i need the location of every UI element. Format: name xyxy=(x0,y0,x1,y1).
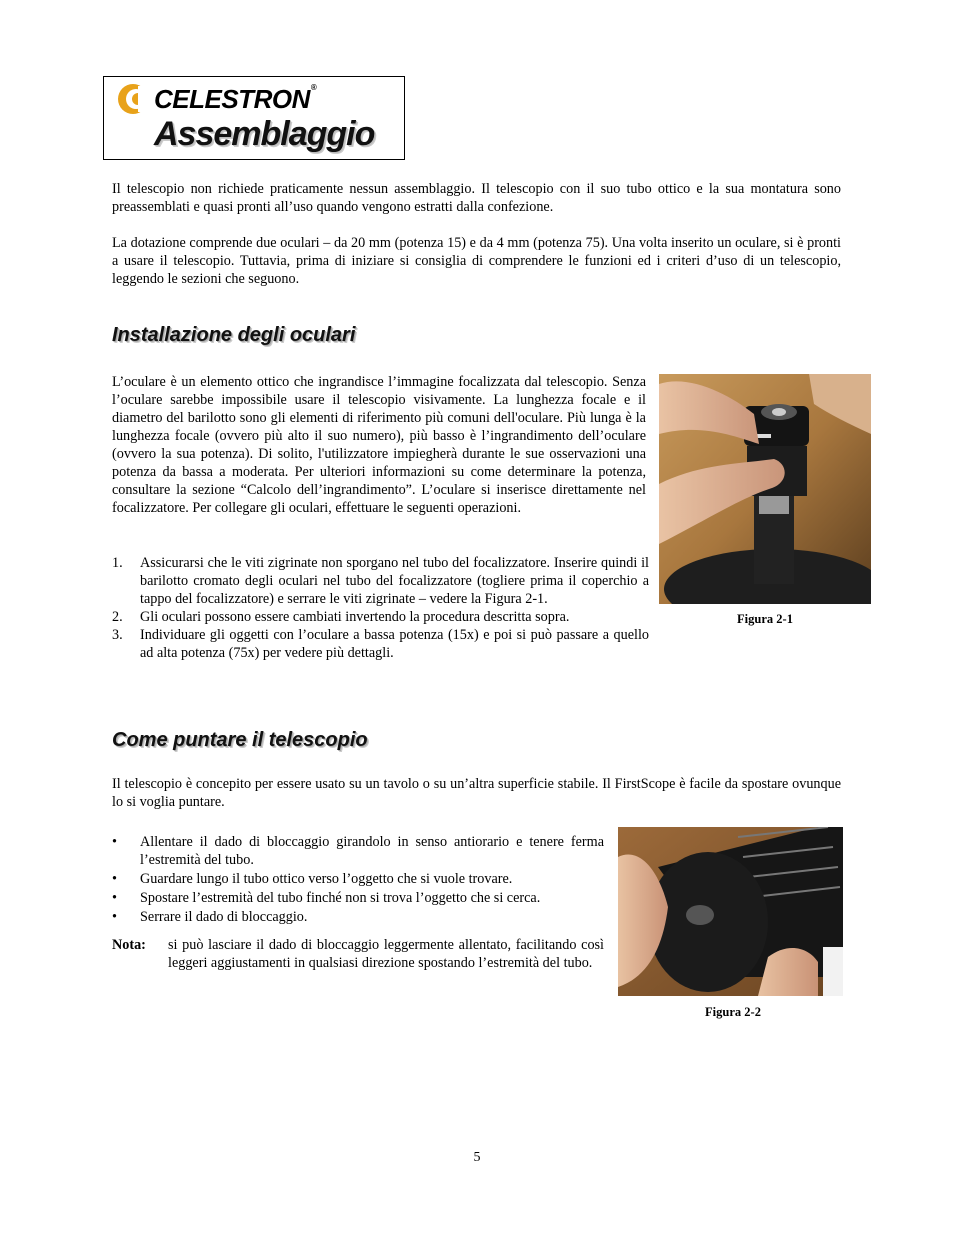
section-heading-pointing: Come puntare il telescopio xyxy=(112,729,368,751)
note-block xyxy=(112,936,604,972)
pointing-paragraph: Il telescopio è concepito per essere usato su un tavolo o su un’altra superficie stabile. Il FirstScope è facile da spostare ovunque lo si voglia puntare. xyxy=(112,776,841,810)
eyepiece-paragraph: L’oculare è un elemento ottico che ingrandisce l’immagine focalizzata dal telescopio. Senza l’oculare sarebbe impossibile usare il telescopio visivamente. La lunghezza focale e il diametro del barilotto sono gli elementi di riferimento più comuni dell'oculare. Più lunga è la lunghezza focale (ovvero più alto il suo numero), più basso è l’ingrandimento dell’oculare (ovvero la sua potenza). Di solito, l'utilizzatore impiegherà durante le sue osservazioni una potenza da bassa a moderata. Per ulteriori informazioni su come determinare la potenza, consultare la sezione “Calcolo dell’ingrandimento”. L’oculare si inserisce direttamente nel focalizzatore. Per collegare gli oculari, effettuare le seguenti operazioni. xyxy=(112,374,646,516)
step-text: Assicurarsi che le viti zigrinate non sporgano nel tubo del focalizzatore. Inserire quindi il barilotto cromato degli oculari nel tubo del focalizzatore (togliere prima il coperchio a tappo del focalizzatore) e serrare le viti zigrinate – vedere la Figura 2-1. xyxy=(140,555,649,607)
bullet-symbol: • xyxy=(112,871,117,887)
intro-paragraph-1: Il telescopio non richiede praticamente nessun assemblaggio. Il telescopio con il suo tubo ottico e la sua montatura sono preassemblati e quasi pronti all’uso quando vengono estratti dalla confezione. xyxy=(112,181,841,215)
step-number: 2. xyxy=(112,609,123,625)
bullet-symbol: • xyxy=(112,890,117,906)
bullet-text: Serrare il dado di bloccaggio. xyxy=(140,909,308,925)
step-number: 3. xyxy=(112,627,123,643)
bullet-symbol: • xyxy=(112,909,117,925)
note-label: Nota: xyxy=(112,937,146,953)
bullet-text: Allentare il dado di bloccaggio girandolo in senso antiorario e tenere ferma l’estremità del tubo. xyxy=(140,834,604,868)
note-text: si può lasciare il dado di bloccaggio leggermente allentato, facilitando così leggeri aggiustamenti in qualsiasi direzione spostando l’estremità del tubo. xyxy=(168,937,604,971)
registered-mark: ® xyxy=(310,83,317,92)
list-item xyxy=(112,608,649,626)
celestron-logo-icon xyxy=(116,82,150,116)
eyepiece-steps-list xyxy=(112,554,649,662)
figure-2-1-photo xyxy=(659,374,871,604)
figure-2-1-caption: Figura 2-1 xyxy=(737,612,793,626)
bullet-text: Guardare lungo il tubo ottico verso l’oggetto che si vuole trovare. xyxy=(140,871,513,887)
brand-logo-text xyxy=(154,82,316,116)
list-item xyxy=(112,889,604,907)
list-item xyxy=(112,908,604,926)
pointing-bullet-list xyxy=(112,833,604,926)
bullet-text: Spostare l’estremità del tubo finché non si trova l’oggetto che si cerca. xyxy=(140,890,541,906)
brand-name: CELESTRON xyxy=(154,84,310,114)
list-item xyxy=(112,554,649,608)
telescope-tube-photo-illustration xyxy=(618,827,843,996)
step-text: Gli oculari possono essere cambiati invertendo la procedura descritta sopra. xyxy=(140,609,570,625)
page-title: Assemblaggio xyxy=(154,115,375,153)
step-number: 1. xyxy=(112,555,123,571)
list-item xyxy=(112,626,649,662)
page-number: 5 xyxy=(473,1150,481,1165)
eyepiece-photo-illustration xyxy=(659,374,871,604)
intro-paragraph-2: La dotazione comprende due oculari – da 20 mm (potenza 15) e da 4 mm (potenza 75). Una volta inserito un oculare, si è pronti a usare il telescopio. Tuttavia, prima di iniziare si consiglia di comprendere le funzioni ed i criteri d’uso di un telescopio, leggendo le sezioni che seguono. xyxy=(112,235,841,287)
figure-2-2-caption: Figura 2-2 xyxy=(705,1005,761,1019)
section-heading-eyepieces: Installazione degli oculari xyxy=(112,324,356,346)
list-item xyxy=(112,833,604,869)
list-item xyxy=(112,870,604,888)
step-text: Individuare gli oggetti con l’oculare a bassa potenza (15x) e poi si può passare a quello ad alta potenza (75x) per vedere più dettagli. xyxy=(140,627,649,661)
figure-2-2-photo xyxy=(618,827,843,996)
bullet-symbol: • xyxy=(112,834,117,850)
